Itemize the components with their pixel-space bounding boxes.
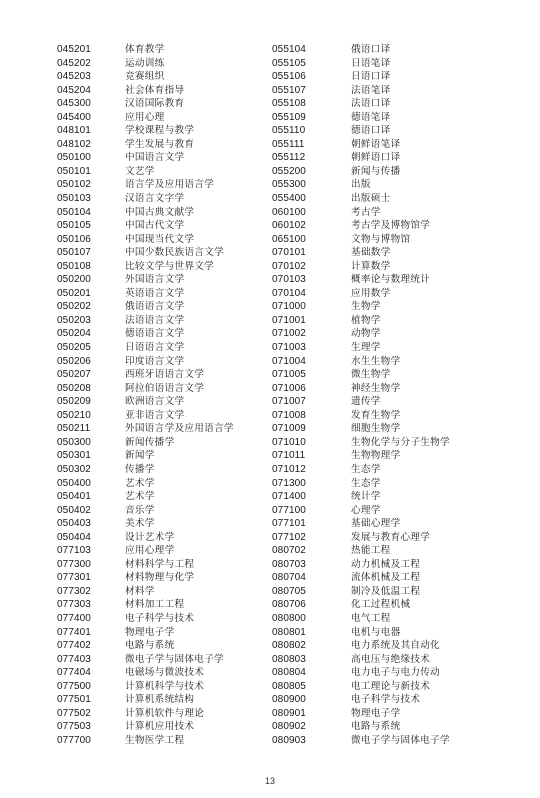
discipline-name: 电气工程 bbox=[351, 612, 391, 624]
discipline-name: 电力电子与电力传动 bbox=[351, 667, 441, 679]
discipline-code: 055104 bbox=[272, 44, 306, 55]
discipline-code: 050105 bbox=[57, 220, 91, 232]
discipline-name: 发展与教育心理学 bbox=[351, 531, 431, 543]
discipline-code: 077100 bbox=[272, 504, 306, 516]
discipline-code: 050402 bbox=[57, 504, 91, 516]
discipline-name: 流体机械及工程 bbox=[351, 572, 421, 584]
discipline-code: 050210 bbox=[57, 409, 91, 421]
discipline-code: 071008 bbox=[272, 409, 306, 421]
discipline-name: 汉语言文字学 bbox=[125, 193, 185, 205]
discipline-name: 中国古代文学 bbox=[125, 220, 185, 232]
discipline-code: 071005 bbox=[272, 369, 306, 381]
discipline-code: 077403 bbox=[57, 653, 91, 665]
discipline-code: 050204 bbox=[57, 328, 91, 340]
discipline-name: 计算数学 bbox=[351, 260, 391, 272]
discipline-name: 亚非语言文学 bbox=[125, 409, 185, 421]
discipline-name: 电路与系统 bbox=[351, 721, 401, 733]
discipline-code: 045204 bbox=[57, 84, 91, 96]
discipline-name: 基础数学 bbox=[351, 247, 391, 259]
discipline-name: 法语口译 bbox=[351, 98, 391, 110]
discipline-name: 材料加工工程 bbox=[125, 599, 185, 611]
discipline-name: 竞赛组织 bbox=[125, 71, 165, 83]
discipline-name: 设计艺术学 bbox=[125, 531, 175, 543]
discipline-code: 050400 bbox=[57, 477, 91, 489]
discipline-code: 070102 bbox=[272, 260, 306, 272]
discipline-name: 生态学 bbox=[351, 477, 381, 489]
discipline-name: 朝鲜语口译 bbox=[351, 152, 401, 164]
discipline-code: 045201 bbox=[57, 44, 91, 55]
discipline-code: 045400 bbox=[57, 111, 91, 123]
discipline-name: 水生生物学 bbox=[351, 355, 401, 367]
discipline-code: 071400 bbox=[272, 491, 306, 503]
discipline-name: 植物学 bbox=[351, 314, 381, 326]
discipline-code: 080901 bbox=[272, 707, 306, 719]
discipline-code: 050207 bbox=[57, 369, 91, 381]
discipline-name: 材料物理与化学 bbox=[125, 572, 195, 584]
discipline-code: 055107 bbox=[272, 84, 306, 96]
discipline-name: 日语笔译 bbox=[351, 57, 391, 69]
discipline-code: 080705 bbox=[272, 585, 306, 597]
discipline-name: 化工过程机械 bbox=[351, 599, 411, 611]
discipline-code: 050107 bbox=[57, 247, 91, 259]
discipline-code: 077501 bbox=[57, 694, 91, 706]
discipline-name: 制冷及低温工程 bbox=[351, 585, 421, 597]
discipline-code: 077302 bbox=[57, 585, 91, 597]
discipline-name: 生物化学与分子生物学 bbox=[351, 436, 450, 448]
discipline-code: 077402 bbox=[57, 640, 91, 652]
discipline-name: 应用数学 bbox=[351, 287, 391, 299]
discipline-name: 计算机科学与技术 bbox=[125, 680, 205, 692]
discipline-code: 055112 bbox=[272, 152, 306, 164]
discipline-name: 德语语言文学 bbox=[125, 328, 185, 340]
discipline-name: 生物物理学 bbox=[351, 450, 401, 462]
discipline-name: 生理学 bbox=[351, 342, 381, 354]
discipline-code: 055111 bbox=[272, 138, 305, 150]
discipline-name: 电机与电器 bbox=[351, 626, 401, 638]
discipline-name: 比较文学与世界文学 bbox=[125, 260, 215, 272]
discipline-code: 071010 bbox=[272, 436, 306, 448]
discipline-name: 体育教学 bbox=[125, 44, 165, 55]
discipline-code: 050209 bbox=[57, 396, 91, 408]
discipline-code: 055109 bbox=[272, 111, 306, 123]
discipline-code: 077303 bbox=[57, 599, 91, 611]
discipline-name: 微电子学与固体电子学 bbox=[351, 734, 450, 746]
discipline-name: 阿拉伯语语言文学 bbox=[125, 382, 205, 394]
discipline-code: 050103 bbox=[57, 193, 91, 205]
discipline-code: 077300 bbox=[57, 558, 91, 570]
discipline-name: 新闻学 bbox=[125, 450, 155, 462]
discipline-name: 概率论与数理统计 bbox=[351, 274, 431, 286]
discipline-name: 材料科学与工程 bbox=[125, 558, 195, 570]
discipline-name: 中国少数民族语言文学 bbox=[125, 247, 224, 259]
discipline-code: 071011 bbox=[272, 450, 306, 462]
discipline-name: 生物学 bbox=[351, 301, 381, 313]
discipline-code: 050404 bbox=[57, 531, 91, 543]
discipline-name: 朝鲜语笔译 bbox=[351, 138, 401, 150]
discipline-code: 080804 bbox=[272, 667, 306, 679]
discipline-code: 065100 bbox=[272, 233, 306, 245]
discipline-code: 050104 bbox=[57, 206, 91, 218]
discipline-name: 语言学及应用语言学 bbox=[125, 179, 215, 191]
discipline-code: 050300 bbox=[57, 436, 91, 448]
discipline-code: 077400 bbox=[57, 612, 91, 624]
discipline-code: 048101 bbox=[57, 125, 91, 137]
discipline-name: 物理电子学 bbox=[125, 626, 175, 638]
discipline-name: 文物与博物馆 bbox=[351, 233, 411, 245]
discipline-code: 045203 bbox=[57, 71, 91, 83]
discipline-name: 微生物学 bbox=[351, 369, 391, 381]
discipline-code: 050203 bbox=[57, 314, 91, 326]
discipline-name: 学校课程与教学 bbox=[125, 125, 195, 137]
discipline-name: 电力系统及其自动化 bbox=[351, 640, 441, 652]
discipline-code: 080805 bbox=[272, 680, 306, 692]
discipline-code: 080903 bbox=[272, 734, 306, 746]
discipline-name: 动力机械及工程 bbox=[351, 558, 421, 570]
discipline-name: 传播学 bbox=[125, 463, 155, 475]
discipline-code: 050202 bbox=[57, 301, 91, 313]
discipline-name: 生物医学工程 bbox=[125, 734, 185, 746]
discipline-code: 055200 bbox=[272, 165, 306, 177]
discipline-name: 材料学 bbox=[125, 585, 155, 597]
discipline-code: 050301 bbox=[57, 450, 91, 462]
discipline-name: 新闻传播学 bbox=[125, 436, 175, 448]
discipline-name: 学生发展与教育 bbox=[125, 138, 195, 150]
discipline-name: 电工理论与新技术 bbox=[351, 680, 431, 692]
discipline-name: 遗传学 bbox=[351, 396, 381, 408]
discipline-name: 美术学 bbox=[125, 518, 155, 530]
discipline-name: 高电压与绝缘技术 bbox=[351, 653, 431, 665]
discipline-name: 应用心理 bbox=[125, 111, 165, 123]
discipline-name: 计算机软件与理论 bbox=[125, 707, 205, 719]
discipline-name: 心理学 bbox=[351, 504, 381, 516]
discipline-code: 080801 bbox=[272, 626, 306, 638]
discipline-code: 080703 bbox=[272, 558, 306, 570]
discipline-name: 考古学及博物馆学 bbox=[351, 220, 431, 232]
discipline-name: 统计学 bbox=[351, 491, 381, 503]
discipline-name: 外国语言学及应用语言学 bbox=[125, 423, 234, 435]
discipline-name: 考古学 bbox=[351, 206, 381, 218]
discipline-name: 日语口译 bbox=[351, 71, 391, 83]
discipline-name: 社会体育指导 bbox=[125, 84, 185, 96]
discipline-code: 071012 bbox=[272, 463, 306, 475]
discipline-code: 071003 bbox=[272, 342, 306, 354]
discipline-name: 发育生物学 bbox=[351, 409, 401, 421]
discipline-code: 080900 bbox=[272, 694, 306, 706]
discipline-name: 法语笔译 bbox=[351, 84, 391, 96]
discipline-code: 050201 bbox=[57, 287, 91, 299]
discipline-code: 060100 bbox=[272, 206, 306, 218]
discipline-code: 050106 bbox=[57, 233, 91, 245]
discipline-code: 050205 bbox=[57, 342, 91, 354]
discipline-code: 050208 bbox=[57, 382, 91, 394]
discipline-name: 细胞生物学 bbox=[351, 423, 401, 435]
discipline-code: 050403 bbox=[57, 518, 91, 530]
discipline-code: 055300 bbox=[272, 179, 306, 191]
discipline-name: 应用心理学 bbox=[125, 545, 175, 557]
discipline-name: 艺术学 bbox=[125, 491, 155, 503]
discipline-code: 080803 bbox=[272, 653, 306, 665]
discipline-name: 计算机应用技术 bbox=[125, 721, 195, 733]
discipline-code: 055105 bbox=[272, 57, 306, 69]
discipline-code: 070101 bbox=[272, 247, 306, 259]
discipline-name: 中国现当代文学 bbox=[125, 233, 195, 245]
discipline-name: 运动训练 bbox=[125, 57, 165, 69]
discipline-code: 055400 bbox=[272, 193, 306, 205]
discipline-code: 077503 bbox=[57, 721, 91, 733]
discipline-name: 动物学 bbox=[351, 328, 381, 340]
discipline-name: 音乐学 bbox=[125, 504, 155, 516]
discipline-code: 050211 bbox=[57, 423, 91, 435]
discipline-code: 055108 bbox=[272, 98, 306, 110]
discipline-code: 070103 bbox=[272, 274, 306, 286]
discipline-code: 080704 bbox=[272, 572, 306, 584]
discipline-code: 080802 bbox=[272, 640, 306, 652]
discipline-code: 071300 bbox=[272, 477, 306, 489]
discipline-name: 外国语言文学 bbox=[125, 274, 185, 286]
discipline-name: 德语口译 bbox=[351, 125, 391, 137]
discipline-code: 071001 bbox=[272, 314, 306, 326]
discipline-name: 热能工程 bbox=[351, 545, 391, 557]
discipline-code: 050200 bbox=[57, 274, 91, 286]
discipline-name: 微电子学与固体电子学 bbox=[125, 653, 224, 665]
discipline-name: 中国语言文学 bbox=[125, 152, 185, 164]
discipline-name: 艺术学 bbox=[125, 477, 155, 489]
page-number: 13 bbox=[264, 776, 275, 786]
discipline-code: 060102 bbox=[272, 220, 306, 232]
discipline-name: 印度语言文学 bbox=[125, 355, 185, 367]
discipline-code: 050100 bbox=[57, 152, 91, 164]
discipline-code: 070104 bbox=[272, 287, 306, 299]
discipline-name: 计算机系统结构 bbox=[125, 694, 195, 706]
discipline-code: 071000 bbox=[272, 301, 306, 313]
discipline-code: 071002 bbox=[272, 328, 306, 340]
discipline-name: 俄语口译 bbox=[351, 44, 391, 55]
discipline-name: 新闻与传播 bbox=[351, 165, 401, 177]
discipline-name: 电子科学与技术 bbox=[125, 612, 195, 624]
discipline-code: 050302 bbox=[57, 463, 91, 475]
discipline-code: 080902 bbox=[272, 721, 306, 733]
discipline-code: 077103 bbox=[57, 545, 91, 557]
discipline-code: 077404 bbox=[57, 667, 91, 679]
discipline-code: 077102 bbox=[272, 531, 306, 543]
discipline-code: 055106 bbox=[272, 71, 306, 83]
discipline-name: 汉语国际教育 bbox=[125, 98, 185, 110]
discipline-name: 西班牙语语言文学 bbox=[125, 369, 205, 381]
discipline-code: 077401 bbox=[57, 626, 91, 638]
discipline-name: 电子科学与技术 bbox=[351, 694, 421, 706]
discipline-name: 法语语言文学 bbox=[125, 314, 185, 326]
discipline-name: 德语笔译 bbox=[351, 111, 391, 123]
discipline-code: 071007 bbox=[272, 396, 306, 408]
discipline-name: 出版 bbox=[351, 179, 371, 191]
discipline-name: 欧洲语言文学 bbox=[125, 396, 185, 408]
discipline-code: 050401 bbox=[57, 491, 91, 503]
discipline-code: 050101 bbox=[57, 165, 91, 177]
discipline-name: 基础心理学 bbox=[351, 518, 401, 530]
discipline-code: 077101 bbox=[272, 518, 306, 530]
discipline-code: 080702 bbox=[272, 545, 306, 557]
discipline-code: 045300 bbox=[57, 98, 91, 110]
discipline-name: 出版硕士 bbox=[351, 193, 391, 205]
discipline-code: 080800 bbox=[272, 612, 306, 624]
discipline-code: 050206 bbox=[57, 355, 91, 367]
discipline-name: 物理电子学 bbox=[351, 707, 401, 719]
discipline-code: 071009 bbox=[272, 423, 306, 435]
discipline-name: 电磁场与微波技术 bbox=[125, 667, 205, 679]
discipline-name: 生态学 bbox=[351, 463, 381, 475]
discipline-code: 050108 bbox=[57, 260, 91, 272]
discipline-code: 077502 bbox=[57, 707, 91, 719]
discipline-name: 电路与系统 bbox=[125, 640, 175, 652]
discipline-code: 050102 bbox=[57, 179, 91, 191]
discipline-code: 071006 bbox=[272, 382, 306, 394]
discipline-code: 077700 bbox=[57, 734, 91, 746]
discipline-name: 英语语言文学 bbox=[125, 287, 185, 299]
discipline-name: 日语语言文学 bbox=[125, 342, 185, 354]
discipline-code: 055110 bbox=[272, 125, 306, 137]
discipline-name: 神经生物学 bbox=[351, 382, 401, 394]
discipline-code: 071004 bbox=[272, 355, 306, 367]
discipline-name: 中国古典文献学 bbox=[125, 206, 195, 218]
discipline-name: 俄语语言文学 bbox=[125, 301, 185, 313]
discipline-name: 文艺学 bbox=[125, 165, 155, 177]
discipline-code: 077500 bbox=[57, 680, 91, 692]
discipline-code: 080706 bbox=[272, 599, 306, 611]
discipline-code: 077301 bbox=[57, 572, 91, 584]
discipline-code: 045202 bbox=[57, 57, 91, 69]
discipline-code: 048102 bbox=[57, 138, 91, 150]
